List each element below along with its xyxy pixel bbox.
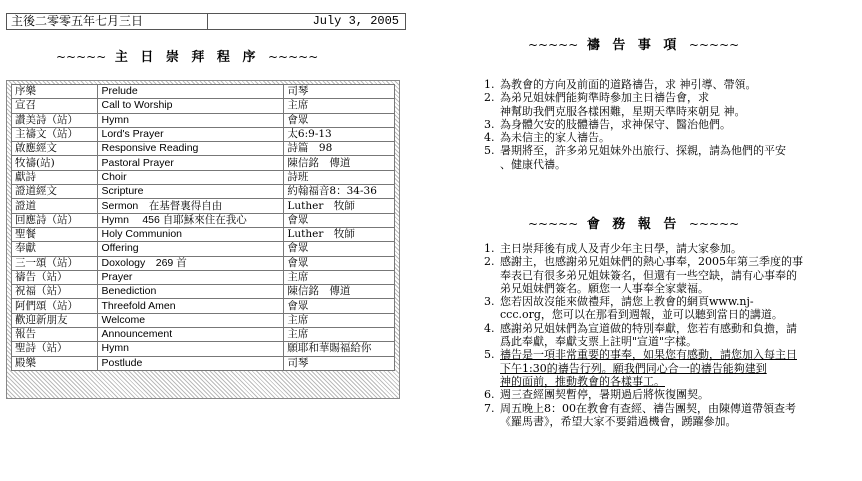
service-row	[12, 113, 395, 127]
service-item-english: Pastoral Prayer	[98, 156, 284, 170]
service-item-english: Lord's Prayer	[98, 127, 284, 141]
service-item-english: Benediction	[98, 285, 284, 299]
service-leader: 詩篇 98	[284, 142, 395, 156]
service-row	[12, 170, 395, 184]
service-row	[12, 328, 395, 342]
item-text-line: 、健康代禱。	[500, 157, 566, 171]
item-number: 3.	[484, 295, 495, 309]
service-leader: 詩班	[284, 170, 395, 184]
service-row	[12, 213, 395, 227]
service-leader: 太6:9-13	[284, 127, 395, 141]
item-text-line: 暑期將至，許多弟兄姐妹外出旅行、探親，請為他們的平安	[500, 144, 786, 158]
item-text-line: 弟兄姐妹們簽名。願您一人事奉全家蒙福。	[500, 281, 709, 295]
service-leader: 會眾	[284, 113, 395, 127]
service-leader: 主席	[284, 328, 395, 342]
service-row	[12, 242, 395, 256]
item-number: 1.	[484, 78, 495, 91]
service-item-english: Threefold Amen	[98, 299, 284, 313]
service-item: 證道	[12, 199, 98, 213]
service-leader: 主席	[284, 270, 395, 284]
date-chinese: 主後二零零五年七月三日	[11, 14, 144, 28]
item-number: 5.	[484, 348, 495, 362]
service-leader: 司琴	[284, 356, 395, 370]
service-item: 歡迎新朋友	[12, 313, 98, 327]
service-row	[12, 127, 395, 141]
service-leader: 會眾	[284, 256, 395, 270]
announcements-list	[478, 242, 858, 428]
service-item: 獻詩	[12, 170, 98, 184]
service-item: 聖詩（站）	[12, 342, 98, 356]
service-leader: Luther 牧師	[284, 227, 395, 241]
service-item-english: Hymn	[98, 113, 284, 127]
service-leader: 主席	[284, 313, 395, 327]
item-number: 2.	[484, 255, 495, 269]
service-item-english: Hymn 456 自耶穌來住在我心	[98, 213, 284, 227]
service-item-english: Hymn	[98, 342, 284, 356]
prayer-item	[478, 118, 848, 131]
service-row	[12, 185, 395, 199]
order-of-service-title: 主 日 崇 拜 程 序	[114, 50, 260, 65]
service-item: 禱告（站）	[12, 270, 98, 284]
service-leader: 會眾	[284, 242, 395, 256]
item-text-line: 下午1:30的禱告行列。願我們同心合一的禱告能夠建到	[500, 361, 767, 375]
item-text-line: 感謝弟兄姐妹們為宣道做的特別奉獻，您若有感動和負擔，請	[500, 321, 797, 335]
service-item-english: Choir	[98, 170, 284, 184]
service-leader: 會眾	[284, 299, 395, 313]
service-row	[12, 342, 395, 356]
date-divider	[207, 14, 208, 29]
service-item-english: Holy Communion	[98, 227, 284, 241]
service-item: 報告	[12, 328, 98, 342]
service-item-english: Responsive Reading	[98, 142, 284, 156]
service-item: 祝福（站）	[12, 285, 98, 299]
service-item-english: Offering	[98, 242, 284, 256]
service-item-english: Prelude	[98, 85, 284, 99]
service-item: 啟應經文	[12, 142, 98, 156]
announcements-heading	[528, 213, 739, 232]
item-text-line: 為未信主的家人禱告。	[500, 131, 610, 145]
service-row	[12, 313, 395, 327]
service-item: 聖餐	[12, 227, 98, 241]
service-leader: 陳信銘 傳道	[284, 156, 395, 170]
ornament-right: ~~~~~	[688, 38, 740, 52]
service-row	[12, 270, 395, 284]
service-item-english: Scripture	[98, 185, 284, 199]
service-leader: 會眾	[284, 213, 395, 227]
item-number: 5.	[484, 144, 495, 158]
service-row	[12, 142, 395, 156]
service-item-english: Prayer	[98, 270, 284, 284]
item-number: 1.	[484, 242, 495, 255]
service-row	[12, 285, 395, 299]
announcement-item	[478, 388, 858, 401]
ornament-left: ~~~~~	[528, 217, 579, 231]
item-number: 2.	[484, 91, 495, 105]
ornament-left: ~~~~~	[56, 50, 107, 64]
item-text-line: 奉表已有很多弟兄姐妹簽名，但還有一些空缺，請有心事奉的	[500, 268, 797, 282]
item-text-line: 感謝主，也感謝弟兄姐妹們的熱心事奉，2005年第三季度的事	[500, 255, 803, 269]
service-item-english: Postlude	[98, 356, 284, 370]
service-row	[12, 199, 395, 213]
service-item: 牧禱(站)	[12, 156, 98, 170]
service-row	[12, 85, 395, 99]
service-row	[12, 299, 395, 313]
service-item: 讚美詩（站）	[12, 113, 98, 127]
service-item: 殿樂	[12, 356, 98, 370]
prayer-items-title: 禱 告 事 項	[586, 38, 681, 53]
ornament-left: ~~~~~	[528, 38, 579, 52]
prayer-item	[478, 144, 848, 171]
service-item: 主禱文（站）	[12, 127, 98, 141]
announcement-item	[478, 322, 858, 349]
order-of-service-heading	[56, 46, 318, 65]
service-row	[12, 156, 395, 170]
item-text-line: 週三查經團契暫停，暑期過后將恢復團契。	[500, 388, 709, 402]
service-item-english: Call to Worship	[98, 99, 284, 113]
service-row	[12, 356, 395, 370]
ornament-right: ~~~~~	[267, 50, 319, 64]
service-row	[12, 99, 395, 113]
service-item: 奉獻	[12, 242, 98, 256]
item-number: 3.	[484, 117, 495, 131]
date-header	[6, 13, 406, 30]
service-item: 序樂	[12, 85, 98, 99]
service-leader: Luther 牧師	[284, 199, 395, 213]
ornament-right: ~~~~~	[688, 217, 740, 231]
service-item: 回應詩（站）	[12, 213, 98, 227]
item-text-line: 《羅馬書》，希望大家不要錯過機會，踴躍參加。	[500, 414, 737, 428]
announcement-item	[478, 242, 858, 255]
order-of-service-table	[11, 84, 395, 371]
service-leader: 司琴	[284, 85, 395, 99]
item-text-line: 爲此奉獻，奉獻支票上註明"宣道"字樣。	[500, 335, 698, 349]
item-number: 4.	[484, 321, 495, 335]
announcement-item	[478, 295, 858, 322]
item-text-line: 為教會的方向及前面的道路禱告，求 神引導、帶領。	[500, 78, 757, 91]
announcement-item	[478, 348, 858, 388]
prayer-item	[478, 78, 848, 91]
service-leader: 願耶和華賜福給你	[284, 342, 395, 356]
item-text-line: 主日崇拜後有成人及青少年主日學，請大家參加。	[500, 242, 742, 255]
service-leader: 主席	[284, 99, 395, 113]
prayer-items-list	[478, 78, 848, 171]
announcement-item	[478, 402, 858, 429]
service-item-english: Welcome	[98, 313, 284, 327]
service-item-english: Announcement	[98, 328, 284, 342]
prayer-items-heading	[528, 34, 739, 53]
item-text-line: 為身體欠安的肢體禱告，求神保守、醫治他們。	[500, 117, 731, 131]
item-text-line: 神幫助我們克服各樣困難，星期天準時來朝見 神。	[500, 104, 746, 118]
service-leader: 約翰福音8：34-36	[284, 185, 395, 199]
item-number: 6.	[484, 388, 495, 402]
item-number: 4.	[484, 131, 495, 145]
service-item-english: Doxology 269 首	[98, 256, 284, 270]
item-text-line: 為弟兄姐妹們能夠準時參加主日禱告會，求	[500, 91, 709, 105]
announcement-item	[478, 255, 858, 295]
item-text-line: ccc.org，您可以在那看到週報，並可以聽到當日的講道。	[500, 308, 783, 322]
service-row	[12, 227, 395, 241]
item-text-line: 周五晚上8：00在教會有查經、禱告團契，由陳傳道帶領查考	[500, 401, 796, 415]
service-row	[12, 256, 395, 270]
prayer-item	[478, 91, 848, 118]
announcements-title: 會 務 報 告	[586, 217, 681, 232]
service-item: 宣召	[12, 99, 98, 113]
item-text-line: 禱告是一項非常重要的事奉，如果您有感動，請您加入每主日	[500, 348, 797, 362]
item-text-line: 神的面前，推動教會的各樣事工。	[500, 374, 665, 388]
service-item-english: Sermon 在基督裏得自由	[98, 199, 284, 213]
date-english: July 3, 2005	[312, 14, 399, 28]
item-number: 7.	[484, 401, 495, 415]
item-text-line: 您若因故沒能來做禮拜，請您上教會的網頁www.nj-	[500, 295, 754, 309]
service-item: 證道經文	[12, 185, 98, 199]
prayer-item	[478, 131, 848, 144]
service-item: 阿們頌（站）	[12, 299, 98, 313]
service-item: 三一頌（站）	[12, 256, 98, 270]
service-leader: 陳信銘 傳道	[284, 285, 395, 299]
